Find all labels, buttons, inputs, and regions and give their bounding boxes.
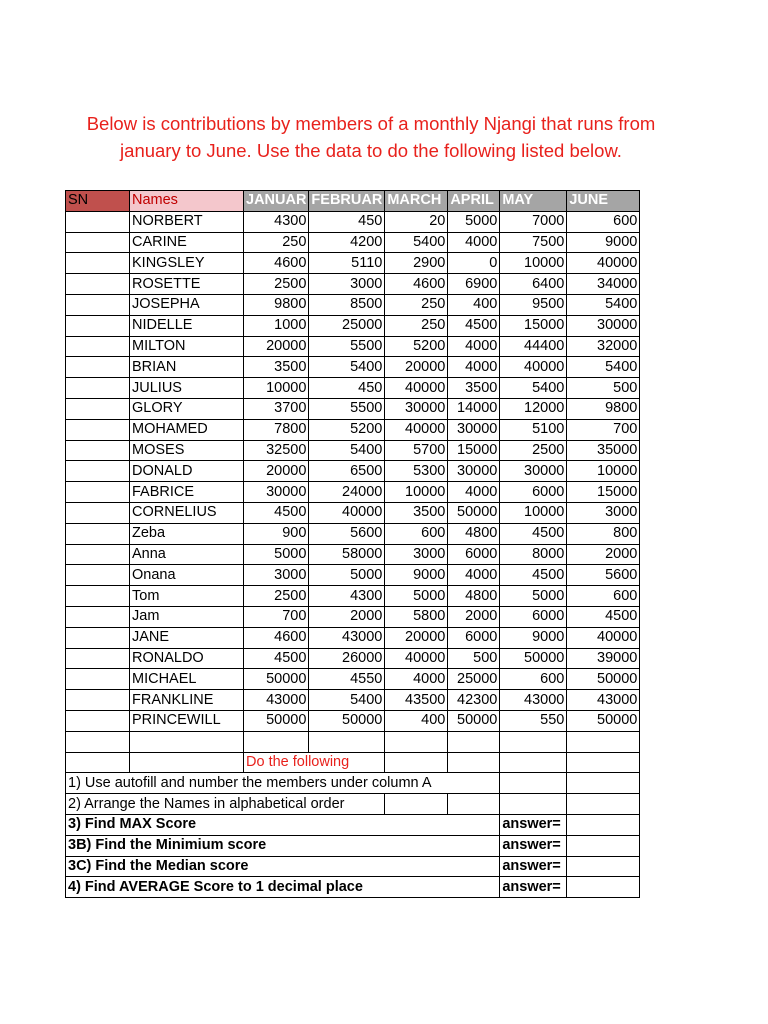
contribution-cell[interactable]: 50000 [448, 710, 500, 731]
contribution-cell[interactable]: 5200 [385, 336, 448, 357]
contribution-cell[interactable]: 4300 [309, 586, 385, 607]
contribution-cell[interactable]: 3000 [567, 502, 640, 523]
contribution-cell[interactable]: 4000 [448, 565, 500, 586]
contribution-cell[interactable]: 20000 [385, 627, 448, 648]
cell[interactable] [66, 731, 130, 752]
instructions-heading: Below is contributions by members of a monthly Njangi that runs from january to June. Use the data to do the following listed below. [86, 113, 656, 161]
contribution-cell[interactable]: 4500 [500, 523, 567, 544]
cell[interactable] [66, 752, 130, 773]
cell[interactable] [500, 752, 567, 773]
contribution-cell[interactable]: 4500 [567, 606, 640, 627]
task-row [66, 794, 640, 815]
contribution-cell[interactable]: 32500 [244, 440, 309, 461]
contribution-cell[interactable]: 58000 [309, 544, 385, 565]
member-row [66, 398, 640, 419]
member-row [66, 232, 640, 253]
cell[interactable] [567, 794, 640, 815]
sn-cell[interactable] [66, 502, 130, 523]
cell[interactable] [385, 752, 448, 773]
contribution-cell[interactable]: 5400 [385, 232, 448, 253]
contribution-cell[interactable]: 10000 [500, 253, 567, 274]
member-row [66, 440, 640, 461]
cell[interactable] [130, 752, 244, 773]
member-name-cell[interactable]: MOHAMED [130, 419, 244, 440]
contribution-cell[interactable]: 600 [385, 523, 448, 544]
member-row [66, 315, 640, 336]
contribution-cell[interactable]: 30000 [500, 461, 567, 482]
member-name-cell[interactable]: PRINCEWILL [130, 710, 244, 731]
contribution-cell[interactable]: 3000 [385, 544, 448, 565]
contribution-cell[interactable]: 6000 [500, 606, 567, 627]
member-row [66, 357, 640, 378]
header-month-cell[interactable]: JANUAR [244, 191, 309, 212]
member-name-cell[interactable]: NORBERT [130, 211, 244, 232]
contribution-cell[interactable]: 10000 [567, 461, 640, 482]
contribution-cell[interactable]: 5000 [385, 586, 448, 607]
member-name-cell[interactable]: Jam [130, 606, 244, 627]
member-row [66, 211, 640, 232]
cell[interactable] [500, 773, 567, 794]
member-name-cell[interactable]: DONALD [130, 461, 244, 482]
member-name-cell[interactable]: RONALDO [130, 648, 244, 669]
contribution-cell[interactable]: 700 [567, 419, 640, 440]
do-following-row [66, 752, 640, 773]
contribution-cell[interactable]: 4000 [448, 357, 500, 378]
member-row [66, 648, 640, 669]
contribution-cell[interactable]: 450 [309, 211, 385, 232]
member-row [66, 482, 640, 503]
contribution-cell[interactable]: 43500 [385, 690, 448, 711]
contribution-cell[interactable]: 3500 [385, 502, 448, 523]
cell[interactable] [567, 773, 640, 794]
cell[interactable] [500, 731, 567, 752]
member-name-cell[interactable]: NIDELLE [130, 315, 244, 336]
sn-cell[interactable] [66, 669, 130, 690]
contribution-cell[interactable]: 2000 [567, 544, 640, 565]
cell[interactable] [567, 752, 640, 773]
contribution-cell[interactable]: 20000 [244, 461, 309, 482]
contribution-cell[interactable]: 4500 [244, 648, 309, 669]
contribution-cell[interactable]: 500 [448, 648, 500, 669]
contribution-cell[interactable]: 2900 [385, 253, 448, 274]
contribution-cell[interactable]: 20000 [385, 357, 448, 378]
member-row [66, 274, 640, 295]
sn-cell[interactable] [66, 627, 130, 648]
member-name-cell[interactable]: FRANKLINE [130, 690, 244, 711]
contribution-cell[interactable]: 5200 [309, 419, 385, 440]
member-row [66, 523, 640, 544]
contribution-cell[interactable]: 25000 [448, 669, 500, 690]
sn-cell[interactable] [66, 586, 130, 607]
contribution-cell[interactable]: 30000 [244, 482, 309, 503]
contribution-cell[interactable]: 40000 [385, 378, 448, 399]
contribution-cell[interactable]: 250 [385, 294, 448, 315]
contribution-cell[interactable]: 900 [244, 523, 309, 544]
blank-row [66, 731, 640, 752]
contribution-cell[interactable]: 15000 [448, 440, 500, 461]
contribution-cell[interactable]: 39000 [567, 648, 640, 669]
member-row [66, 586, 640, 607]
contribution-cell[interactable]: 0 [448, 253, 500, 274]
contribution-cell[interactable]: 4600 [385, 274, 448, 295]
contribution-cell[interactable]: 5000 [448, 211, 500, 232]
contribution-cell[interactable]: 5800 [385, 606, 448, 627]
member-row [66, 419, 640, 440]
sn-cell[interactable] [66, 606, 130, 627]
contribution-cell[interactable]: 50000 [567, 669, 640, 690]
task-4-cell[interactable]: 4) Find AVERAGE Score to 1 decimal place [66, 877, 500, 898]
member-name-cell[interactable]: FABRICE [130, 482, 244, 503]
answer-cell[interactable] [567, 856, 640, 877]
contribution-cell[interactable]: 3500 [448, 378, 500, 399]
contribution-cell[interactable]: 4800 [448, 523, 500, 544]
contribution-cell[interactable]: 40000 [385, 419, 448, 440]
contribution-cell[interactable]: 700 [244, 606, 309, 627]
member-name-cell[interactable]: KINGSLEY [130, 253, 244, 274]
contribution-cell[interactable]: 5600 [309, 523, 385, 544]
contribution-cell[interactable]: 5400 [567, 357, 640, 378]
contribution-cell[interactable]: 6500 [309, 461, 385, 482]
contribution-cell[interactable]: 9500 [500, 294, 567, 315]
member-row [66, 627, 640, 648]
header-month-cell[interactable]: FEBRUAR [309, 191, 385, 212]
member-name-cell[interactable]: BRIAN [130, 357, 244, 378]
contribution-cell[interactable]: 10000 [244, 378, 309, 399]
contribution-cell[interactable]: 1000 [244, 315, 309, 336]
member-row [66, 336, 640, 357]
contribution-cell[interactable]: 15000 [500, 315, 567, 336]
contribution-cell[interactable]: 40000 [500, 357, 567, 378]
member-name-cell[interactable]: JULIUS [130, 378, 244, 399]
sn-cell[interactable] [66, 274, 130, 295]
contribution-cell[interactable]: 25000 [309, 315, 385, 336]
member-name-cell[interactable]: JANE [130, 627, 244, 648]
contribution-cell[interactable]: 5000 [244, 544, 309, 565]
contribution-cell[interactable]: 4000 [448, 482, 500, 503]
sn-cell[interactable] [66, 378, 130, 399]
contribution-cell[interactable]: 3500 [244, 357, 309, 378]
contribution-cell[interactable]: 30000 [448, 461, 500, 482]
answer-cell[interactable] [567, 835, 640, 856]
contribution-cell[interactable]: 10000 [500, 502, 567, 523]
contribution-cell[interactable]: 6900 [448, 274, 500, 295]
contribution-cell[interactable]: 600 [567, 586, 640, 607]
contribution-cell[interactable]: 7800 [244, 419, 309, 440]
contribution-cell[interactable]: 43000 [567, 690, 640, 711]
contribution-cell[interactable]: 4600 [244, 627, 309, 648]
contribution-cell[interactable]: 4500 [244, 502, 309, 523]
contribution-cell[interactable]: 20 [385, 211, 448, 232]
sn-cell[interactable] [66, 253, 130, 274]
answer-cell[interactable] [567, 877, 640, 898]
member-row [66, 461, 640, 482]
member-row [66, 378, 640, 399]
contribution-cell[interactable]: 600 [567, 211, 640, 232]
header-month-cell[interactable]: MARCH [385, 191, 448, 212]
member-row [66, 294, 640, 315]
contribution-cell[interactable]: 5110 [309, 253, 385, 274]
sn-cell[interactable] [66, 211, 130, 232]
cell[interactable] [448, 731, 500, 752]
answer-cell[interactable] [567, 814, 640, 835]
contribution-cell[interactable]: 550 [500, 710, 567, 731]
member-name-cell[interactable]: CARINE [130, 232, 244, 253]
contribution-cell[interactable]: 43000 [500, 690, 567, 711]
member-name-cell[interactable]: MICHAEL [130, 669, 244, 690]
cell[interactable] [448, 752, 500, 773]
contribution-cell[interactable]: 32000 [567, 336, 640, 357]
member-name-cell[interactable]: Zeba [130, 523, 244, 544]
contribution-cell[interactable]: 8000 [500, 544, 567, 565]
cell[interactable] [448, 794, 500, 815]
member-name-cell[interactable]: Tom [130, 586, 244, 607]
contribution-cell[interactable]: 5700 [385, 440, 448, 461]
contribution-cell[interactable]: 4500 [448, 315, 500, 336]
task-row [66, 835, 640, 856]
header-sn-cell[interactable]: SN [66, 191, 130, 212]
header-month-cell[interactable]: JUNE [567, 191, 640, 212]
contribution-cell[interactable]: 4550 [309, 669, 385, 690]
cell[interactable] [385, 794, 448, 815]
contribution-cell[interactable]: 4000 [448, 336, 500, 357]
member-name-cell[interactable]: CORNELIUS [130, 502, 244, 523]
member-row [66, 544, 640, 565]
contribution-cell[interactable]: 5400 [567, 294, 640, 315]
contribution-cell[interactable]: 6000 [448, 544, 500, 565]
contribution-cell[interactable]: 34000 [567, 274, 640, 295]
contribution-cell[interactable]: 30000 [448, 419, 500, 440]
answer-label: answer= [500, 877, 567, 898]
contribution-cell[interactable]: 10000 [385, 482, 448, 503]
contribution-cell[interactable]: 250 [244, 232, 309, 253]
member-row [66, 710, 640, 731]
member-name-cell[interactable]: JOSEPHA [130, 294, 244, 315]
sn-cell[interactable] [66, 315, 130, 336]
cell[interactable] [500, 794, 567, 815]
contribution-cell[interactable]: 5000 [309, 565, 385, 586]
contribution-cell[interactable]: 30000 [567, 315, 640, 336]
sn-cell[interactable] [66, 690, 130, 711]
contribution-cell[interactable]: 2500 [244, 274, 309, 295]
contribution-cell[interactable]: 26000 [309, 648, 385, 669]
task-row [66, 814, 640, 835]
sn-cell[interactable] [66, 461, 130, 482]
member-row [66, 253, 640, 274]
contribution-cell[interactable]: 2500 [244, 586, 309, 607]
contribution-cell[interactable]: 42300 [448, 690, 500, 711]
contribution-cell[interactable]: 5400 [500, 378, 567, 399]
contribution-cell[interactable]: 7000 [500, 211, 567, 232]
contribution-cell[interactable]: 4800 [448, 586, 500, 607]
header-names-cell[interactable]: Names [130, 191, 244, 212]
sn-cell[interactable] [66, 419, 130, 440]
contribution-cell[interactable]: 5400 [309, 357, 385, 378]
contribution-cell[interactable]: 30000 [385, 398, 448, 419]
contribution-cell[interactable]: 40000 [567, 627, 640, 648]
contribution-cell[interactable]: 4600 [244, 253, 309, 274]
contribution-cell[interactable]: 5600 [567, 565, 640, 586]
sn-cell[interactable] [66, 710, 130, 731]
contribution-cell[interactable]: 50000 [500, 648, 567, 669]
task-3b-cell[interactable]: 3B) Find the Minimium score [66, 835, 500, 856]
contribution-cell[interactable]: 9000 [385, 565, 448, 586]
contribution-cell[interactable]: 43000 [244, 690, 309, 711]
contribution-cell[interactable]: 4200 [309, 232, 385, 253]
member-name-cell[interactable]: MOSES [130, 440, 244, 461]
sn-cell[interactable] [66, 294, 130, 315]
member-row [66, 502, 640, 523]
task-3c-cell[interactable]: 3C) Find the Median score [66, 856, 500, 877]
contribution-cell[interactable]: 50000 [309, 710, 385, 731]
contribution-cell[interactable]: 9000 [567, 232, 640, 253]
contribution-cell[interactable]: 3700 [244, 398, 309, 419]
member-name-cell[interactable]: ROSETTE [130, 274, 244, 295]
contribution-cell[interactable]: 4300 [244, 211, 309, 232]
contribution-cell[interactable]: 5500 [309, 398, 385, 419]
answer-label: answer= [500, 856, 567, 877]
member-name-cell[interactable]: Onana [130, 565, 244, 586]
contribution-cell[interactable]: 500 [567, 378, 640, 399]
sn-cell[interactable] [66, 398, 130, 419]
contribution-cell[interactable]: 3000 [309, 274, 385, 295]
contribution-cell[interactable]: 40000 [567, 253, 640, 274]
contribution-cell[interactable]: 40000 [309, 502, 385, 523]
contribution-cell[interactable]: 5500 [309, 336, 385, 357]
contribution-cell[interactable]: 5400 [309, 690, 385, 711]
member-row [66, 669, 640, 690]
contribution-cell[interactable]: 15000 [567, 482, 640, 503]
contribution-cell[interactable]: 4000 [385, 669, 448, 690]
contribution-cell[interactable]: 35000 [567, 440, 640, 461]
contributions-sheet [65, 190, 640, 898]
contribution-cell[interactable]: 2000 [448, 606, 500, 627]
contribution-cell[interactable]: 44400 [500, 336, 567, 357]
sn-cell[interactable] [66, 440, 130, 461]
sn-cell[interactable] [66, 565, 130, 586]
contribution-cell[interactable]: 400 [385, 710, 448, 731]
contribution-cell[interactable]: 5300 [385, 461, 448, 482]
contribution-cell[interactable]: 40000 [385, 648, 448, 669]
header-month-cell[interactable]: MAY [500, 191, 567, 212]
contribution-cell[interactable]: 5400 [309, 440, 385, 461]
cell[interactable] [309, 731, 385, 752]
header-row [66, 191, 640, 212]
task-row [66, 773, 640, 794]
contribution-cell[interactable]: 4500 [500, 565, 567, 586]
contribution-cell[interactable]: 24000 [309, 482, 385, 503]
contribution-cell[interactable]: 250 [385, 315, 448, 336]
task-row [66, 856, 640, 877]
contribution-cell[interactable]: 6400 [500, 274, 567, 295]
sn-cell[interactable] [66, 523, 130, 544]
cell[interactable] [130, 731, 244, 752]
contribution-cell[interactable]: 14000 [448, 398, 500, 419]
cell[interactable] [244, 731, 309, 752]
member-row [66, 606, 640, 627]
contribution-cell[interactable]: 4000 [448, 232, 500, 253]
contribution-cell[interactable]: 50000 [244, 710, 309, 731]
do-following-label[interactable]: Do the following [244, 752, 385, 773]
contribution-cell[interactable]: 20000 [244, 336, 309, 357]
task-3-cell[interactable]: 3) Find MAX Score [66, 814, 500, 835]
answer-label: answer= [500, 835, 567, 856]
contribution-cell[interactable]: 9000 [500, 627, 567, 648]
contribution-cell[interactable]: 2500 [500, 440, 567, 461]
sn-cell[interactable] [66, 232, 130, 253]
member-name-cell[interactable]: MILTON [130, 336, 244, 357]
sn-cell[interactable] [66, 648, 130, 669]
member-row [66, 565, 640, 586]
contribution-cell[interactable]: 6000 [500, 482, 567, 503]
contribution-cell[interactable]: 5000 [500, 586, 567, 607]
contribution-cell[interactable]: 7500 [500, 232, 567, 253]
task-1-cell[interactable]: 1) Use autofill and number the members under column A [66, 773, 500, 794]
task-2-cell[interactable]: 2) Arrange the Names in alphabetical order [66, 794, 385, 815]
contribution-cell[interactable]: 43000 [309, 627, 385, 648]
contribution-cell[interactable]: 5100 [500, 419, 567, 440]
contribution-cell[interactable]: 6000 [448, 627, 500, 648]
contribution-cell[interactable]: 50000 [567, 710, 640, 731]
sn-cell[interactable] [66, 336, 130, 357]
member-name-cell[interactable]: GLORY [130, 398, 244, 419]
header-month-cell[interactable]: APRIL [448, 191, 500, 212]
member-row [66, 690, 640, 711]
contribution-cell[interactable]: 50000 [244, 669, 309, 690]
sn-cell[interactable] [66, 544, 130, 565]
contribution-cell[interactable]: 12000 [500, 398, 567, 419]
contribution-cell[interactable]: 3000 [244, 565, 309, 586]
contribution-cell[interactable]: 800 [567, 523, 640, 544]
contribution-cell[interactable]: 400 [448, 294, 500, 315]
task-row [66, 877, 640, 898]
contribution-cell[interactable]: 50000 [448, 502, 500, 523]
sn-cell[interactable] [66, 357, 130, 378]
contribution-cell[interactable]: 9800 [567, 398, 640, 419]
contribution-cell[interactable]: 8500 [309, 294, 385, 315]
member-name-cell[interactable]: Anna [130, 544, 244, 565]
cell[interactable] [385, 731, 448, 752]
contribution-cell[interactable]: 2000 [309, 606, 385, 627]
answer-label: answer= [500, 814, 567, 835]
sn-cell[interactable] [66, 482, 130, 503]
contribution-cell[interactable]: 450 [309, 378, 385, 399]
contribution-cell[interactable]: 600 [500, 669, 567, 690]
cell[interactable] [567, 731, 640, 752]
contribution-cell[interactable]: 9800 [244, 294, 309, 315]
